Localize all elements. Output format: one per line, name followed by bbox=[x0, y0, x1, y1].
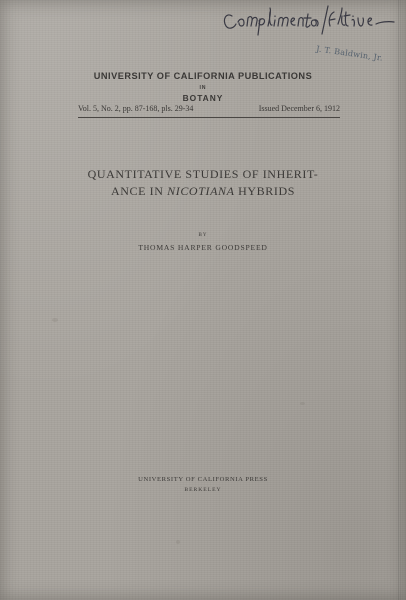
inscription-text: Compliments of the author bbox=[218, 0, 229, 1]
title-line-2 bbox=[0, 183, 406, 200]
paper-spot bbox=[176, 540, 180, 544]
paper-spot bbox=[52, 318, 58, 322]
series-in-word: IN bbox=[199, 85, 207, 91]
series-header bbox=[0, 70, 406, 104]
owner-stamp: J. T. Baldwin, Jr. bbox=[315, 44, 384, 63]
article-title bbox=[0, 166, 406, 200]
title-line-2-prefix: ANCE IN bbox=[110, 184, 168, 198]
publisher-city: BERKELEY bbox=[184, 487, 222, 493]
publisher-block bbox=[0, 474, 406, 495]
by-label: BY bbox=[198, 233, 208, 238]
publisher-name: UNIVERSITY OF CALIFORNIA PRESS bbox=[138, 476, 268, 483]
title-line-1: QUANTITATIVE STUDIES OF INHERIT- bbox=[87, 167, 319, 181]
author-name: THOMAS HARPER GOODSPEED bbox=[138, 243, 268, 252]
title-genus-italic: NICOTIANA bbox=[167, 184, 235, 198]
title-line-2-suffix: HYBRIDS bbox=[234, 184, 296, 198]
issue-date: Issued December 6, 1912 bbox=[258, 104, 340, 113]
series-title: UNIVERSITY OF CALIFORNIA PUBLICATIONS bbox=[93, 71, 313, 81]
handwritten-inscription bbox=[218, 2, 398, 42]
series-subject: BOTANY bbox=[182, 93, 224, 103]
header-rule bbox=[78, 117, 340, 118]
volume-pages-info: Vol. 5, No. 2, pp. 87-168, pls. 29-34 bbox=[78, 104, 194, 113]
paper-spot bbox=[300, 402, 305, 405]
